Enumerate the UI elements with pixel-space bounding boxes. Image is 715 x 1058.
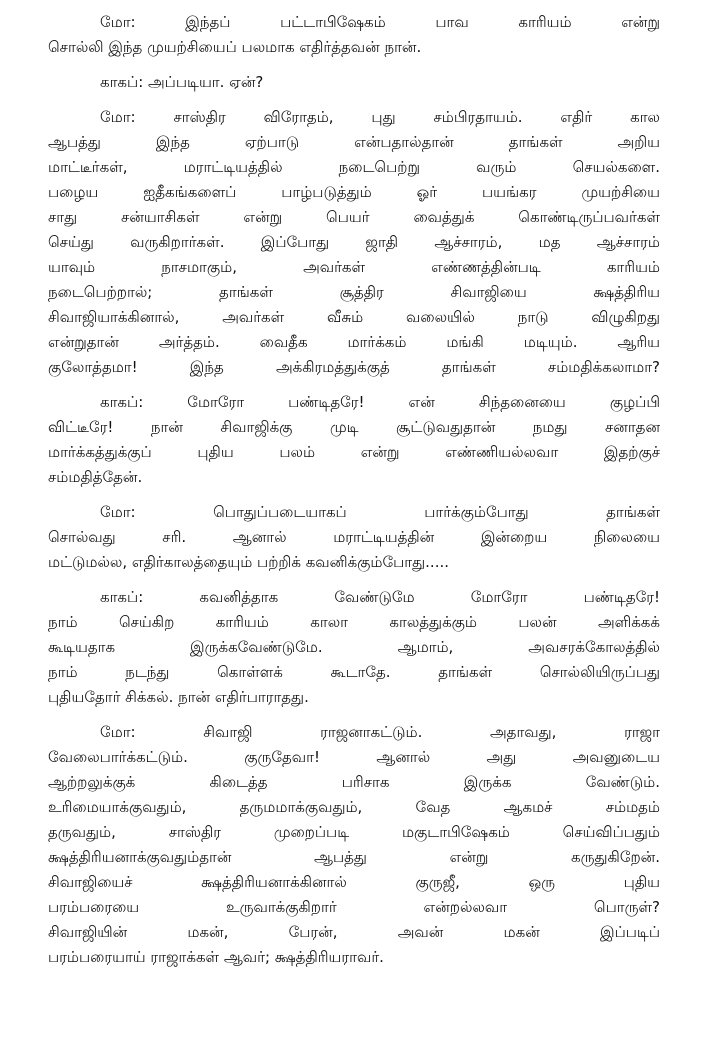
text-line: நடைபெற்றால்; தாங்கள் சூத்திர சிவாஜியை க்ஷத்திரிய: [48, 283, 660, 301]
text-line: செய்து வருகிறார்கள். இப்போது ஜாதி ஆச்சாரம், மத ஆச்சாரம்: [48, 233, 660, 251]
text-line: உரிமையாக்குவதும், தருமமாக்குவதும், வேத ஆகமச் சம்மதம்: [48, 798, 660, 816]
text-line: நாம் செய்கிற காரியம் காலா காலத்துக்கும் பலன் அளிக்கக்: [48, 613, 660, 631]
text-line: நாம் நடந்து கொள்ளக் கூடாதே. தாங்கள் சொல்லியிருப்பது: [48, 663, 660, 681]
text-line: மோ: பொதுப்படையாகப் பார்க்கும்போது தாங்கள்: [100, 503, 660, 521]
paragraph-4: [48, 390, 660, 490]
text-line: சிவாஜியாக்கினால், அவர்கள் வீசும் வலையில் நாடு விழுகிறது: [48, 308, 660, 326]
text-line: மட்டுமல்ல, எதிர்காலத்தையும் பற்றிக் கவனிக்கும்போது.....: [48, 553, 449, 571]
text-line: மோ: இந்தப் பட்டாபிஷேகம் பாவ காரியம் என்று: [100, 13, 660, 31]
text-line: சிவாஜியைச் க்ஷத்திரியனாக்கினால் குருஜீ, ஒரு புதிய: [48, 873, 660, 891]
text-line: சொல்வது சரி. ஆனால் மராட்டியத்தின் இன்றைய நிலையை: [48, 528, 660, 546]
text-line: மோ: சாஸ்திர விரோதம், புது சம்பிரதாயம். எதிர் கால: [100, 108, 660, 126]
text-line: சிவாஜியின் மகன், பேரன், அவன் மகன் இப்படிப்: [48, 923, 660, 941]
text-line: தருவதும், சாஸ்திர முறைப்படி மகுடாபிஷேகம் செய்விப்பதும்: [48, 823, 660, 841]
paragraph-6: [48, 585, 660, 710]
text-line: பரம்பரையாய் ராஜாக்கள் ஆவர்; க்ஷத்திரியராவர்.: [48, 948, 384, 966]
text-line: மார்க்கத்துக்குப் புதிய பலம் என்று எண்ணியல்லவா இதற்குச்: [48, 443, 660, 461]
paragraph-7: [48, 720, 660, 970]
paragraph-1: [48, 10, 660, 60]
text-line: விட்டீரே! நான் சிவாஜிக்கு முடி சூட்டுவதுதான் நமது சனாதன: [48, 418, 660, 436]
text-line: புதியதோர் சிக்கல். நான் எதிர்பாராதது.: [48, 688, 309, 706]
text-line: க்ஷத்திரியனாக்குவதும்தான் ஆபத்து என்று கருதுகிறேன்.: [48, 848, 660, 866]
text-line: பரம்பரையை உருவாக்குகிறார் என்றல்லவா பொருள்?: [48, 898, 660, 916]
paragraph-3: [48, 105, 660, 380]
text-line: வேலைபார்க்கட்டும். குருதேவா! ஆனால் அது அவனுடைய: [48, 748, 660, 766]
text-line: பழைய ஐதீகங்களைப் பாழ்படுத்தும் ஓர் பயங்கர முயற்சியை: [48, 183, 660, 201]
text-line: மோ: சிவாஜி ராஜனாகட்டும். அதாவது, ராஜா: [100, 723, 660, 741]
text-line: மாட்டீர்கள், மராட்டியத்தில் நடைபெற்று வரும் செயல்களை.: [48, 158, 660, 176]
text-line: காகப்: கவனித்தாக வேண்டுமே மோரோ பண்டிதரே!: [100, 588, 660, 606]
paragraph-2: [48, 70, 660, 95]
text-line: சம்மதித்தேன்.: [48, 468, 143, 486]
text-line: சாது சன்யாசிகள் என்று பெயர் வைத்துக் கொண்டிருப்பவர்கள்: [48, 208, 660, 226]
text-line: என்றுதான் அர்த்தம். வைதீக மார்க்கம் மங்கி மடியும். ஆரிய: [48, 333, 660, 351]
text-line: யாவும் நாசமாகும், அவர்கள் எண்ணத்தின்படி காரியம்: [48, 258, 660, 276]
document-page: [48, 10, 660, 980]
text-line: கூடியதாக இருக்கவேண்டுமே. ஆமாம், அவசரக்கோலத்தில்: [48, 638, 660, 656]
text-line: காகப்: அப்படியா. ஏன்?: [100, 73, 264, 91]
text-line: ஆபத்து இந்த ஏற்பாடு என்பதால்தான் தாங்கள் அறிய: [48, 133, 660, 151]
text-line: குலோத்தமா! இந்த அக்கிரமத்துக்குத் தாங்கள் சம்மதிக்கலாமா?: [48, 358, 660, 376]
text-line: சொல்லி இந்த முயற்சியைப் பலமாக எதிர்த்தவன் நான்.: [48, 38, 422, 56]
text-line: ஆற்றலுக்குக் கிடைத்த பரிசாக இருக்க வேண்டும்.: [48, 773, 660, 791]
text-line: காகப்: மோரோ பண்டிதரே! என் சிந்தனையை குழப்பி: [100, 393, 660, 411]
paragraph-5: [48, 500, 660, 575]
